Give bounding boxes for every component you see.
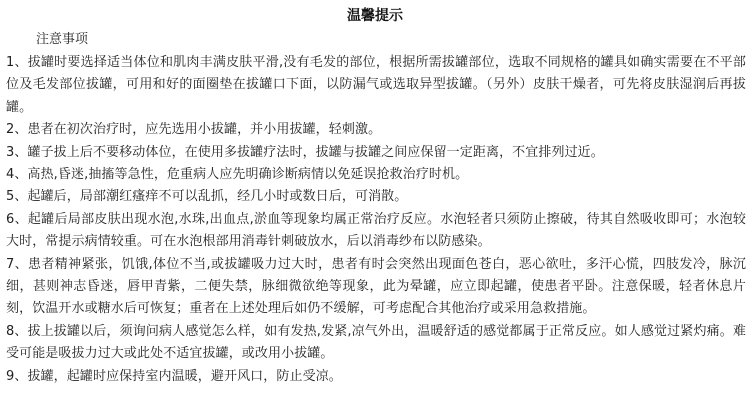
precaution-item-4: 4、高热,昏迷,抽搐等急性，危重病人应先明确诊断病情以免延误抢救治疗时机。 [6,167,469,183]
precaution-item-9: 9、拔罐，起罐时应保持室内温暖，避开风口，防止受凉。 [6,368,342,384]
section-subtitle: 注意事项 [36,32,89,47]
precaution-item-1: 1、拔罐时要选择适当体位和肌肉丰满皮肤平滑,没有毛发的部位，根据所需拔罐部位，选取不同规格的罐具如确实需要在不平部位及毛发部位拔罐，可用和好的面圈垫在拔罐口下面，以防漏气或选取异型拔罐。（另外）皮肤干燥者，可先将皮肤湿润后再拔罐。 [6,55,746,115]
precaution-item-3: 3、罐子拔上后不要移动体位，在使用多拔罐疗法时，拔罐与拔罐之间应保留一定距离，不宜排列过近。 [6,144,604,160]
precaution-item-7: 7、患者精神紧张，饥饿,体位不当,或拔罐吸力过大时，患者有时会突然出现面色苍白，恶心欲吐，多汗心慌，四肢发冷，脉沉细，甚则神志昏迷，唇甲青紫，二便失禁，脉细微欲绝等现象，此为晕罐，应立即起罐，使患者平卧。注意保暖，轻者休息片刻，饮温开水或糖水后可恢复；重者在上述处理后如仍不缓解，可考虑配合其他治疗或采用急救措施。 [6,256,746,317]
precaution-item-5: 5、起罐后，局部潮红瘙痒不可以乱抓，经几小时或数日后，可消散。 [6,189,408,205]
precaution-item-8: 8、拔上拔罐以后，须询问病人感觉怎么样，如有发热,发紧,凉气外出，温暖舒适的感觉都属于正常反应。如人感觉过紧灼痛。难受可能是吸拔力过大或此处不适宜拔罐，或改用小拔罐。 [6,323,746,362]
page-title: 温馨提示 [347,8,403,24]
precautions-list [6,52,746,388]
precaution-item-2: 2、患者在初次治疗时，应先选用小拔罐，并小用拔罐，轻刺激。 [6,122,382,138]
precaution-item-6: 6、起罐后局部皮肤出现水泡,水珠,出血点,淤血等现象均属正常治疗反应。水泡轻者只须防止擦破，待其自然吸收即可；水泡较大时，常提示病情较重。可在水泡根部用消毒针刺破放水，后以消毒纱布以防感染。 [6,211,746,250]
